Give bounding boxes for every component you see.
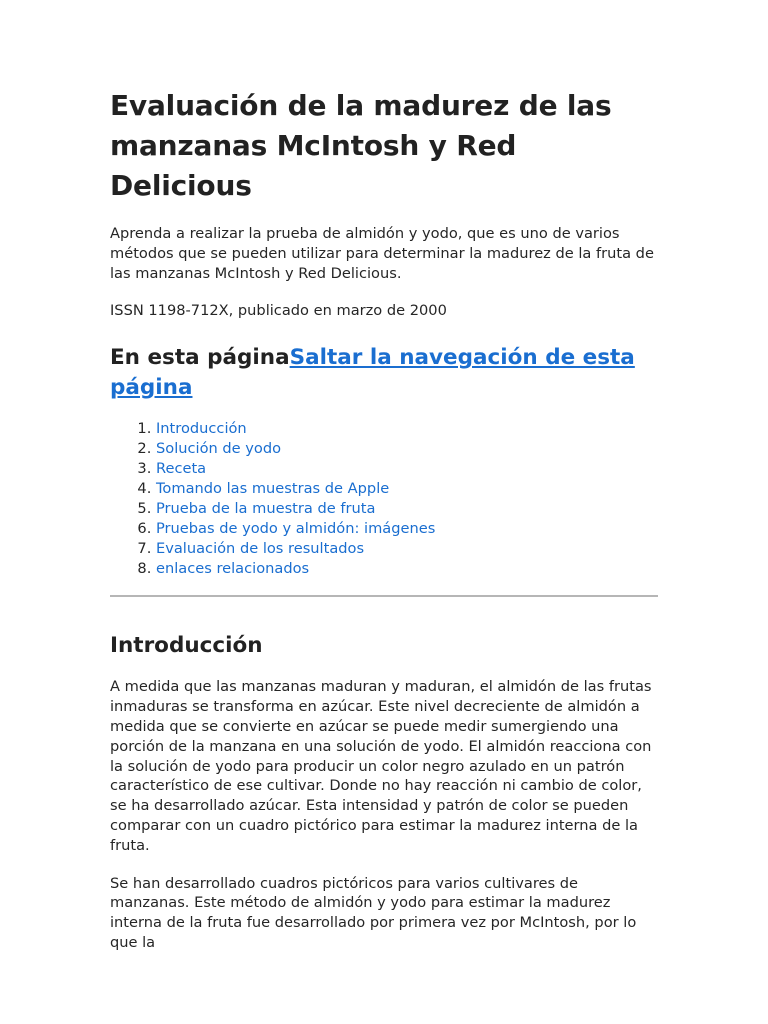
toc-item — [156, 439, 660, 459]
issn-line: ISSN 1198-712X, publicado en marzo de 2000 — [110, 302, 447, 320]
toc-link-receta[interactable]: Receta — [156, 460, 207, 477]
toc-link-evaluacion[interactable]: Evaluación de los resultados — [156, 539, 365, 557]
toc-item — [156, 519, 660, 539]
toc-item — [156, 419, 660, 439]
toc-link-prueba-muestra[interactable]: Prueba de la muestra de fruta — [156, 499, 376, 517]
toc-heading — [110, 343, 660, 403]
page-title: Evaluación de la madurez de las manzanas McIntosh y Red Delicious — [110, 89, 612, 202]
skip-navigation-link[interactable]: Saltar la navegación de esta página — [110, 345, 635, 401]
toc-heading-label: En esta página — [110, 345, 290, 371]
lead-paragraph: Aprenda a realizar la prueba de almidón y yodo, que es uno de varios métodos que se pueden utilizar para determinar la madurez de la fruta de las manzanas McIntosh y Red Delicious. — [110, 225, 654, 282]
toc-item — [156, 559, 660, 579]
toc-link-enlaces[interactable]: enlaces relacionados — [156, 559, 310, 577]
toc-link-tomando-muestras[interactable]: Tomando las muestras de Apple — [156, 479, 390, 497]
toc-item — [156, 539, 660, 559]
section-divider — [110, 595, 658, 597]
toc-list — [110, 419, 660, 578]
body-paragraph: A medida que las manzanas maduran y maduran, el almidón de las frutas inmaduras se transforma en azúcar. Este nivel decreciente de almidón a medida que se convierte en azúcar se puede medir sumergiendo una porción de la manzana en una solución de yodo. El almidón reacciona con la solución de yodo para producir un color negro azulado en un patrón característico de ese cultivar. Donde no hay reacción ni cambio de color, se ha desarrollado azúcar. Esta intensidad y patrón de color se pueden comparar con un cuadro pictórico para estimar la madurez interna de la fruta. — [110, 678, 652, 854]
toc-item — [156, 499, 660, 519]
toc-item — [156, 479, 660, 499]
body-paragraph: Se han desarrollado cuadros pictóricos para varios cultivares de manzanas. Este método de almidón y yodo para estimar la madurez interna de la fruta fue desarrollado por primera vez por McIntosh, por lo que la — [110, 874, 637, 951]
article-content — [110, 86, 660, 953]
toc-link-introduccion[interactable]: Introducción — [156, 420, 247, 438]
toc-link-imagenes[interactable]: Pruebas de yodo y almidón: imágenes — [156, 519, 436, 537]
section-heading-introduccion: Introducción — [110, 633, 263, 659]
toc-link-solucion-de-yodo[interactable]: Solución de yodo — [156, 440, 282, 458]
toc-item — [156, 459, 660, 479]
